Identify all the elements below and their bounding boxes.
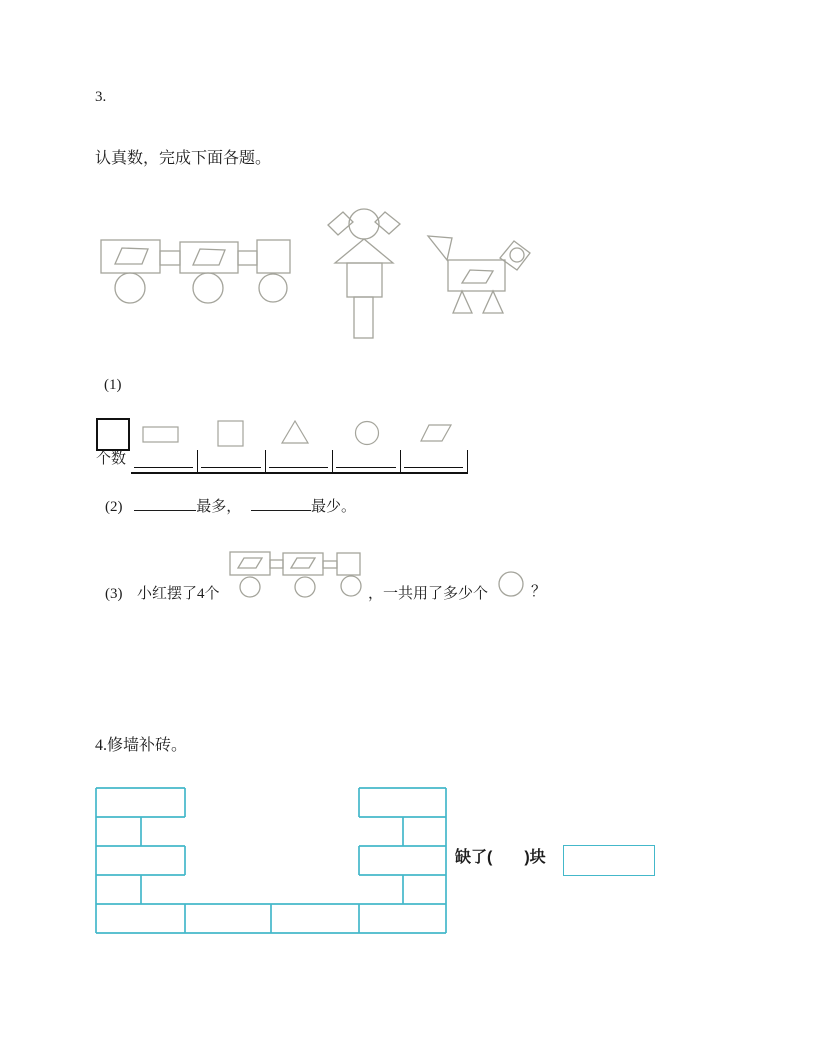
part2-label: (2)	[105, 499, 123, 515]
train-of-shapes-figure	[100, 238, 295, 306]
wall-caption-suffix: )块	[524, 849, 546, 866]
wall-caption	[455, 850, 546, 866]
part3-text-middle: ，一共用了多少个	[368, 586, 489, 602]
count-blank-circle	[333, 450, 400, 472]
problem3-number: 3.	[95, 89, 107, 105]
part2-text-most: 最多，	[196, 499, 242, 515]
count-header-square	[96, 418, 130, 451]
horse-of-shapes-figure	[425, 230, 537, 318]
parallelogram-shape-icon	[411, 422, 453, 444]
circle-shape-icon	[354, 420, 380, 446]
part3-question-mark: ？	[531, 584, 547, 600]
count-blank-rectangle	[131, 450, 198, 472]
count-header-label: 个数	[96, 451, 127, 467]
wall-caption-prefix: 缺了(	[455, 849, 493, 866]
square-shape-icon	[217, 420, 245, 448]
problem4-title: 4.修墙补砖。	[95, 737, 188, 754]
girl-of-shapes-figure	[325, 205, 405, 340]
count-answer-row	[131, 450, 468, 474]
part2-text-least: 最少。	[311, 499, 357, 515]
part2-blank-1	[134, 497, 196, 511]
triangle-shape-icon	[280, 419, 310, 445]
small-train-figure	[228, 550, 363, 598]
brick-wall-figure	[94, 786, 450, 936]
part3-label: (3)	[105, 586, 123, 602]
count-blank-parallelogram	[401, 450, 468, 472]
missing-bricks-answer-box	[563, 845, 655, 876]
count-blank-triangle	[266, 450, 333, 472]
part2-blank-2	[251, 497, 311, 511]
count-blank-square	[198, 450, 265, 472]
part3-text-before: 小红摆了4个	[137, 586, 220, 602]
wheel-circle-icon	[497, 570, 525, 598]
problem3-instruction: 认真数，完成下面各题。	[95, 150, 272, 167]
part2-line	[105, 497, 356, 515]
rectangle-shape-icon	[142, 426, 180, 444]
part1-label: (1)	[104, 377, 122, 393]
